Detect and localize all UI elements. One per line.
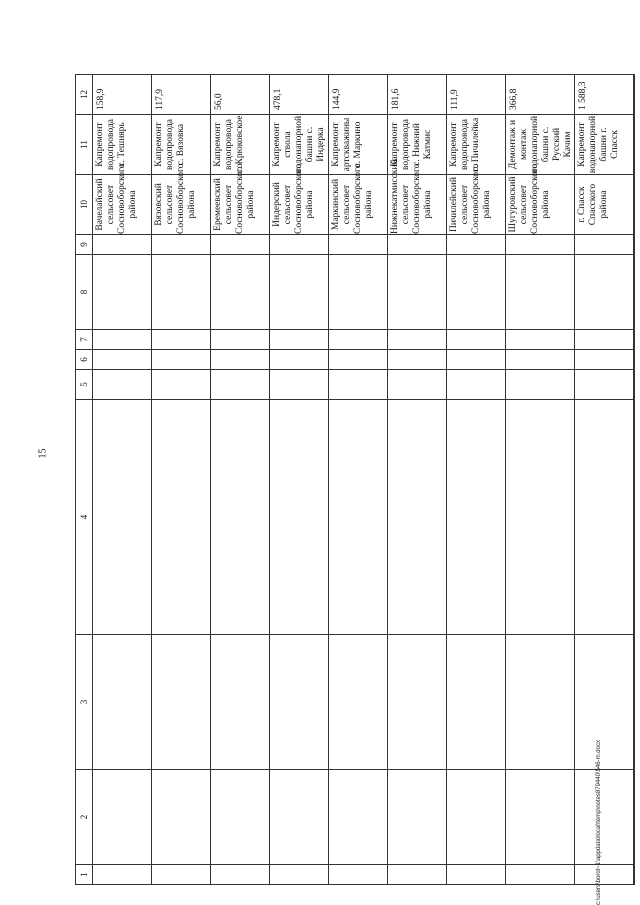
empty-cell	[152, 400, 211, 635]
table-row	[329, 75, 388, 885]
empty-cell	[506, 865, 575, 885]
empty-cell	[506, 255, 575, 330]
amount-cell: 181,6	[388, 75, 447, 115]
work-description-cell: Капремонт водонапорной башни г. Спасск	[575, 115, 634, 175]
empty-cell	[506, 330, 575, 350]
municipality-cell: Шугуровский сельсовет Сосновоборского района	[506, 175, 575, 235]
empty-cell	[388, 370, 447, 400]
empty-cell	[447, 865, 506, 885]
table-row	[388, 75, 447, 885]
empty-cell	[270, 635, 329, 770]
amount-cell: 366,8	[506, 75, 575, 115]
work-description-cell: Капремонт водопровода с. Крюковское	[211, 115, 270, 175]
header-row	[76, 75, 93, 885]
empty-cell	[211, 330, 270, 350]
work-description-cell: Капремонт водопровода с. Пичилейка	[447, 115, 506, 175]
empty-cell	[447, 370, 506, 400]
empty-cell	[506, 370, 575, 400]
empty-cell	[329, 635, 388, 770]
empty-cell	[388, 330, 447, 350]
amount-cell: 144,9	[329, 75, 388, 115]
amount-cell: 111,9	[447, 75, 506, 115]
empty-cell	[211, 235, 270, 255]
empty-cell	[93, 635, 152, 770]
empty-cell	[270, 350, 329, 370]
empty-cell	[211, 770, 270, 865]
table-row	[93, 75, 152, 885]
empty-cell	[211, 255, 270, 330]
data-table	[75, 74, 635, 885]
table-row	[211, 75, 270, 885]
work-description-cell: Капремонт водопровода с. Тешнярь	[93, 115, 152, 175]
empty-cell	[575, 400, 634, 635]
col-header: 6	[76, 350, 93, 370]
empty-cell	[329, 770, 388, 865]
empty-cell	[575, 235, 634, 255]
empty-cell	[634, 370, 635, 400]
empty-cell	[152, 350, 211, 370]
col-header: 9	[76, 235, 93, 255]
empty-cell	[447, 350, 506, 370]
col-header: 3	[76, 635, 93, 770]
empty-cell	[388, 255, 447, 330]
amount-cell: 1 588,3	[575, 75, 634, 115]
empty-cell	[634, 350, 635, 370]
empty-cell	[634, 115, 635, 175]
empty-cell	[506, 770, 575, 865]
empty-cell	[506, 235, 575, 255]
empty-cell	[506, 400, 575, 635]
empty-cell	[270, 770, 329, 865]
empty-cell	[93, 235, 152, 255]
empty-cell	[447, 770, 506, 865]
empty-cell	[634, 330, 635, 350]
work-description-cell: Капремонт артскважины с. Маркино	[329, 115, 388, 175]
empty-cell	[388, 635, 447, 770]
empty-cell	[152, 235, 211, 255]
empty-cell	[93, 770, 152, 865]
file-path: c:\users\borot~1\appdata\local\temp\notes879440\546-m.docx	[596, 740, 602, 905]
table-row	[447, 75, 506, 885]
table-row	[506, 75, 575, 885]
col-header: 8	[76, 255, 93, 330]
empty-cell	[93, 865, 152, 885]
empty-cell	[575, 255, 634, 330]
empty-cell	[634, 770, 635, 865]
table-row	[575, 75, 634, 885]
empty-cell	[211, 865, 270, 885]
empty-cell	[575, 330, 634, 350]
empty-cell	[575, 770, 634, 865]
table-row	[152, 75, 211, 885]
empty-cell	[634, 865, 635, 885]
amount-cell: 56,0	[211, 75, 270, 115]
col-header: 1	[76, 865, 93, 885]
municipality-cell: Маркинский сельсовет Сосновоборского района	[329, 175, 388, 235]
empty-cell	[575, 865, 634, 885]
amount-cell: 158,9	[93, 75, 152, 115]
col-header: 11	[76, 115, 93, 175]
empty-cell	[634, 175, 635, 235]
empty-cell	[152, 330, 211, 350]
empty-cell	[270, 865, 329, 885]
work-description-cell: Капремонт водопровода с. Вязовка	[152, 115, 211, 175]
empty-cell	[270, 400, 329, 635]
municipality-cell: г. Спасск Спасского района	[575, 175, 634, 235]
empty-cell	[152, 635, 211, 770]
municipality-cell: Индерский сельсовет Сосновоборского района	[270, 175, 329, 235]
work-description-cell: Демонтаж и монтаж водонапорной башни с. Русский Качим	[506, 115, 575, 175]
empty-cell	[270, 235, 329, 255]
empty-cell	[388, 400, 447, 635]
work-description-cell: Капремонт водопровода с. Нижний Катмис	[388, 115, 447, 175]
empty-cell	[93, 400, 152, 635]
empty-cell	[93, 350, 152, 370]
work-description-cell: Капремонт ствола водонапорной башни с. Индерка	[270, 115, 329, 175]
table-row	[634, 75, 635, 885]
empty-cell	[506, 350, 575, 370]
empty-cell	[388, 770, 447, 865]
empty-cell	[329, 255, 388, 330]
col-header: 7	[76, 330, 93, 350]
empty-cell	[447, 400, 506, 635]
empty-cell	[211, 400, 270, 635]
empty-cell	[329, 235, 388, 255]
empty-cell	[270, 255, 329, 330]
empty-cell	[152, 865, 211, 885]
empty-cell	[270, 330, 329, 350]
empty-cell	[329, 370, 388, 400]
empty-cell	[388, 350, 447, 370]
empty-cell	[634, 255, 635, 330]
empty-cell	[634, 235, 635, 255]
empty-cell	[447, 235, 506, 255]
empty-cell	[447, 255, 506, 330]
empty-cell	[575, 635, 634, 770]
empty-cell	[634, 75, 635, 115]
empty-cell	[270, 370, 329, 400]
col-header: 5	[76, 370, 93, 400]
page-number: 15	[37, 448, 49, 459]
empty-cell	[329, 330, 388, 350]
empty-cell	[152, 255, 211, 330]
empty-cell	[388, 235, 447, 255]
amount-cell: 117,9	[152, 75, 211, 115]
empty-cell	[634, 400, 635, 635]
empty-cell	[329, 350, 388, 370]
col-header: 4	[76, 400, 93, 635]
empty-cell	[93, 330, 152, 350]
municipality-cell: Еремеевский сельсовет Сосновоборского района	[211, 175, 270, 235]
empty-cell	[634, 635, 635, 770]
empty-cell	[506, 635, 575, 770]
empty-cell	[447, 330, 506, 350]
empty-cell	[93, 255, 152, 330]
empty-cell	[211, 350, 270, 370]
municipality-cell: Нижнекатмисский сельсовет Сосновоборского района	[388, 175, 447, 235]
empty-cell	[152, 770, 211, 865]
col-header: 2	[76, 770, 93, 865]
empty-cell	[575, 370, 634, 400]
amount-cell: 478,1	[270, 75, 329, 115]
municipality-cell: Пичилейский сельсовет Сосновоборского района	[447, 175, 506, 235]
empty-cell	[211, 370, 270, 400]
municipality-cell: Вачелайский сельсовет Сосновоборского района	[93, 175, 152, 235]
empty-cell	[388, 865, 447, 885]
col-header: 12	[76, 75, 93, 115]
col-header: 10	[76, 175, 93, 235]
table-row	[270, 75, 329, 885]
empty-cell	[211, 635, 270, 770]
empty-cell	[329, 400, 388, 635]
empty-cell	[575, 350, 634, 370]
empty-cell	[447, 635, 506, 770]
empty-cell	[329, 865, 388, 885]
empty-cell	[93, 370, 152, 400]
municipality-cell: Вязовский сельсовет Сосновоборского района	[152, 175, 211, 235]
empty-cell	[152, 370, 211, 400]
